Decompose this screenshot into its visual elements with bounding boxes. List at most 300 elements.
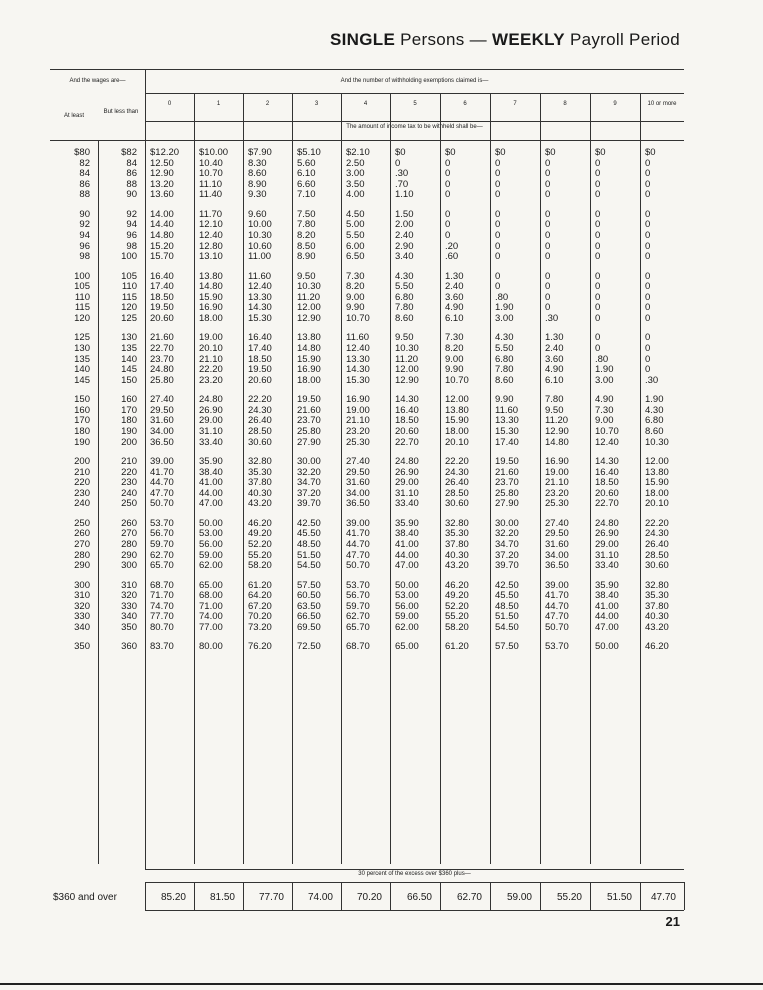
tax-amount-cell: 42.50 (297, 517, 321, 529)
tax-amount-cell: 22.20 (199, 364, 223, 376)
tax-amount-cell: 3.50 (346, 178, 365, 190)
tax-amount-cell: 1.90 (495, 302, 514, 314)
tax-amount-cell: 59.70 (150, 539, 174, 550)
tax-amount-cell: 2.40 (445, 281, 464, 293)
wage-less-than-cell: 135 (121, 343, 137, 354)
tax-amount-cell: 40.30 (248, 487, 272, 499)
wage-at-least-cell: 270 (74, 539, 90, 550)
tax-amount-cell: 17.40 (495, 436, 519, 448)
tax-amount-cell: 8.90 (297, 251, 316, 263)
tax-amount-cell: 6.10 (297, 168, 316, 180)
column-rule (440, 93, 441, 864)
tax-amount-cell: 8.30 (248, 157, 267, 169)
tax-amount-cell: 14.80 (545, 436, 569, 448)
tax-amount-cell: 12.40 (595, 436, 619, 448)
tax-amount-cell: 0 (495, 230, 501, 241)
wage-at-least-cell: 300 (74, 579, 90, 591)
tax-amount-cell: 9.90 (346, 302, 365, 314)
tax-amount-cell: 53.70 (346, 579, 370, 591)
tax-amount-cell: 59.70 (346, 600, 370, 612)
tax-amount-cell: 37.20 (495, 549, 519, 561)
footer-tax-cell: 59.00 (506, 892, 532, 903)
tax-amount-cell: 28.50 (445, 487, 469, 499)
tax-amount-cell: 29.50 (150, 404, 174, 416)
tax-amount-cell: 12.40 (248, 281, 272, 293)
tax-amount-cell: 51.50 (297, 549, 321, 561)
tax-amount-cell: 62.00 (395, 622, 419, 633)
tax-amount-cell: 7.30 (445, 332, 464, 344)
tax-amount-cell: 0 (645, 251, 651, 263)
tax-amount-cell: 0 (495, 168, 501, 180)
tax-amount-cell: 23.70 (150, 353, 174, 365)
wage-at-least-cell: 320 (74, 600, 90, 612)
tax-amount-cell: 44.00 (199, 487, 223, 499)
footer-tax-cell: 70.20 (356, 892, 382, 903)
wage-less-than-cell: 200 (121, 436, 137, 448)
tax-amount-cell: 19.00 (199, 332, 223, 344)
wage-less-than-cell: 290 (121, 549, 137, 561)
column-rule (341, 93, 342, 864)
tax-amount-cell: 13.30 (346, 353, 370, 365)
tax-amount-cell: 16.90 (199, 302, 223, 314)
tax-amount-cell: 1.30 (545, 332, 564, 344)
tax-amount-cell: 53.00 (199, 528, 223, 540)
tax-amount-cell: 18.00 (199, 313, 223, 324)
wage-less-than-cell: 145 (121, 364, 137, 376)
tax-amount-cell: 41.70 (150, 466, 174, 478)
tax-amount-cell: 1.90 (595, 364, 614, 376)
tax-amount-cell: 42.50 (495, 579, 519, 591)
tax-amount-cell: 15.90 (645, 477, 669, 489)
tax-amount-cell: 12.10 (199, 219, 223, 231)
tax-amount-cell: 0 (445, 178, 451, 190)
tax-amount-cell: 0 (545, 302, 551, 314)
wage-less-than-cell: 320 (121, 590, 137, 602)
tax-amount-cell: 12.00 (645, 456, 669, 467)
tax-amount-cell: 0 (545, 208, 551, 220)
tax-amount-cell: 22.20 (445, 456, 469, 467)
tax-amount-cell: 0 (445, 208, 451, 220)
tax-amount-cell: 71.70 (150, 590, 174, 602)
tax-amount-cell: 7.30 (595, 404, 614, 416)
wage-less-than-cell: 330 (121, 600, 137, 612)
tax-amount-cell: 10.30 (297, 281, 321, 293)
wage-at-least-cell: 280 (74, 549, 90, 561)
tax-amount-cell: 0 (545, 189, 551, 201)
wage-less-than-cell: 230 (121, 477, 137, 489)
tax-amount-cell: 9.50 (297, 270, 316, 282)
tax-amount-cell: 0 (645, 230, 651, 241)
tax-amount-cell: 2.40 (395, 230, 414, 241)
wage-at-least-cell: 200 (74, 456, 90, 467)
tax-amount-cell: 47.00 (595, 622, 619, 633)
tax-amount-cell: 0 (445, 189, 451, 201)
wage-at-least-cell: 190 (74, 436, 90, 448)
tax-amount-cell: 23.20 (346, 426, 370, 437)
tax-amount-cell: 7.80 (495, 364, 514, 376)
tax-amount-cell: 44.00 (395, 549, 419, 561)
tax-amount-cell: 0 (545, 251, 551, 263)
tax-amount-cell: 39.70 (297, 498, 321, 510)
tax-amount-cell: 14.80 (297, 343, 321, 354)
tax-amount-cell: 37.80 (445, 539, 469, 550)
wage-at-least-cell: 105 (74, 281, 90, 293)
tax-amount-cell: 19.00 (346, 404, 370, 416)
tax-amount-cell: 0 (645, 343, 651, 354)
wage-less-than-cell: 180 (121, 415, 137, 427)
wage-less-than-cell: 125 (121, 313, 137, 324)
tax-amount-cell: $0 (645, 147, 656, 158)
tax-amount-cell: 16.90 (297, 364, 321, 376)
tax-amount-cell: 50.70 (346, 560, 370, 572)
tax-amount-cell: $0 (395, 147, 406, 158)
tax-amount-cell: 15.30 (495, 426, 519, 437)
tax-amount-cell: 0 (495, 189, 501, 201)
wage-less-than-cell: 240 (121, 487, 137, 499)
exemption-column-header: 5 (413, 101, 417, 107)
footer-tax-cell: 81.50 (209, 892, 235, 903)
tax-amount-cell: 16.90 (545, 456, 569, 467)
tax-amount-cell: 24.80 (395, 456, 419, 467)
wage-at-least-cell: 220 (74, 477, 90, 489)
tax-amount-cell: 25.80 (297, 426, 321, 437)
tax-amount-cell: 0 (645, 189, 651, 201)
tax-amount-cell: 7.50 (297, 208, 316, 220)
tax-amount-cell: 0 (545, 178, 551, 190)
tax-amount-cell: 36.50 (150, 436, 174, 448)
page-number: 21 (665, 914, 680, 929)
tax-amount-cell: 19.50 (248, 364, 272, 376)
tax-amount-cell: 13.30 (495, 415, 519, 427)
tax-amount-cell: 16.90 (346, 394, 370, 406)
tax-amount-cell: 63.50 (297, 600, 321, 612)
tax-amount-cell: 41.00 (199, 477, 223, 489)
tax-amount-cell: 31.60 (346, 477, 370, 489)
tax-amount-cell: 10.30 (645, 436, 669, 448)
tax-amount-cell: 29.50 (545, 528, 569, 540)
tax-amount-cell: 24.30 (645, 528, 669, 540)
exemption-column-header: 10 or more (647, 101, 677, 107)
wage-less-than-cell: 90 (126, 189, 137, 201)
tax-amount-cell: 21.10 (545, 477, 569, 489)
tax-amount-cell: $0 (595, 147, 606, 158)
tax-amount-cell: 77.00 (199, 622, 223, 633)
tax-amount-cell: 2.40 (545, 343, 564, 354)
tax-amount-cell: 57.50 (495, 641, 519, 653)
tax-amount-cell: 35.30 (248, 466, 272, 478)
tax-amount-cell: 38.40 (595, 590, 619, 602)
tax-amount-cell: 27.90 (297, 436, 321, 448)
tax-amount-cell: 5.50 (495, 343, 514, 354)
tax-amount-cell: 9.00 (445, 353, 464, 365)
tax-amount-cell: 11.00 (248, 251, 272, 263)
tax-amount-cell: 0 (445, 157, 451, 169)
column-rule (98, 140, 99, 864)
tax-amount-cell: 13.80 (645, 466, 669, 478)
wage-less-than-cell: 270 (121, 528, 137, 540)
tax-amount-cell: 69.50 (297, 622, 321, 633)
tax-amount-cell: 0 (595, 157, 601, 169)
exemption-column-header: 6 (463, 101, 467, 107)
tax-amount-cell: 54.50 (495, 622, 519, 633)
tax-amount-cell: 0 (545, 291, 551, 303)
tax-amount-cell: 12.80 (199, 240, 223, 252)
tax-amount-cell: 14.80 (199, 281, 223, 293)
tax-amount-cell: 0 (445, 219, 451, 231)
tax-amount-cell: 5.50 (395, 281, 414, 293)
tax-amount-cell: 41.00 (395, 539, 419, 550)
wage-less-than-cell: 110 (121, 281, 137, 293)
tax-amount-cell: 0 (645, 302, 651, 314)
wage-at-least-cell: 330 (74, 611, 90, 623)
tax-amount-cell: 0 (645, 281, 651, 293)
tax-amount-cell: 9.90 (445, 364, 464, 376)
tax-amount-cell: .30 (545, 313, 559, 324)
wage-at-least-cell: 94 (79, 230, 90, 241)
tax-amount-cell: 43.20 (645, 622, 669, 633)
tax-amount-cell: 4.50 (346, 208, 365, 220)
footer-tax-cell: 47.70 (650, 892, 676, 903)
tax-amount-cell: 2.00 (395, 219, 414, 231)
tax-amount-cell: 50.00 (199, 517, 223, 529)
tax-amount-cell: 33.40 (595, 560, 619, 572)
tax-amount-cell: 34.00 (346, 487, 370, 499)
tax-amount-cell: 0 (445, 230, 451, 241)
tax-amount-cell: 10.70 (346, 313, 370, 324)
tax-amount-cell: 8.20 (346, 281, 365, 293)
tax-amount-cell: 9.90 (495, 394, 514, 406)
wage-at-least-cell: 290 (74, 560, 90, 572)
tax-amount-cell: 20.10 (199, 343, 223, 354)
tax-amount-cell: 15.90 (445, 415, 469, 427)
tax-amount-cell: 45.50 (495, 590, 519, 602)
tax-amount-cell: 53.70 (545, 641, 569, 653)
tax-amount-cell: 55.20 (248, 549, 272, 561)
tax-amount-cell: 0 (595, 178, 601, 190)
wage-less-than-cell: 140 (121, 353, 137, 365)
tax-amount-cell: 31.60 (545, 539, 569, 550)
tax-amount-cell: 12.90 (395, 374, 419, 386)
wage-at-least-cell: 88 (79, 189, 90, 201)
tax-amount-cell: 34.00 (150, 426, 174, 437)
tax-amount-cell: 80.00 (199, 641, 223, 653)
tax-amount-cell: 2.90 (395, 240, 414, 252)
tax-amount-cell: 34.70 (297, 477, 321, 489)
tax-amount-cell: 10.70 (199, 168, 223, 180)
tax-amount-cell: 39.00 (545, 579, 569, 591)
tax-amount-cell: 11.60 (248, 270, 272, 282)
tax-amount-cell: 4.90 (445, 302, 464, 314)
tax-amount-cell: 80.70 (150, 622, 174, 633)
tax-amount-cell: 21.60 (150, 332, 174, 344)
tax-amount-cell: 11.20 (297, 291, 321, 303)
tax-amount-cell: 0 (545, 281, 551, 293)
tax-amount-cell: 21.60 (297, 404, 321, 416)
tax-amount-cell: 0 (595, 313, 601, 324)
tax-amount-cell: 15.30 (248, 313, 272, 324)
tax-amount-cell: 29.00 (199, 415, 223, 427)
tax-amount-cell: 25.30 (545, 498, 569, 510)
tax-amount-cell: 8.20 (445, 343, 464, 354)
tax-amount-cell: 26.90 (595, 528, 619, 540)
tax-amount-cell: .80 (595, 353, 609, 365)
exemption-column-header: 3 (314, 101, 319, 107)
tax-amount-cell: 14.80 (150, 230, 174, 241)
tax-amount-cell: 0 (545, 157, 551, 169)
tax-amount-cell: 38.40 (199, 466, 223, 478)
tax-amount-cell: 56.70 (346, 590, 370, 602)
tax-amount-cell: 18.50 (150, 291, 174, 303)
excess-bottom-rule (145, 882, 684, 883)
tax-amount-cell: 35.90 (595, 579, 619, 591)
tax-amount-cell: 16.40 (595, 466, 619, 478)
tax-amount-cell: 25.80 (495, 487, 519, 499)
exemption-column-header: 2 (265, 101, 270, 107)
at-least-header: At least (63, 113, 84, 119)
wage-less-than-cell: 150 (121, 374, 137, 386)
tax-amount-cell: 11.70 (199, 208, 223, 220)
wage-at-least-cell: $80 (74, 147, 90, 158)
tax-amount-cell: 0 (595, 230, 601, 241)
tax-amount-cell: 7.80 (545, 394, 564, 406)
tax-amount-cell: 8.50 (297, 240, 316, 252)
tax-amount-cell: $0 (445, 147, 456, 158)
wage-less-than-cell: 115 (121, 291, 137, 303)
tax-amount-cell: 74.70 (150, 600, 174, 612)
tax-amount-cell: 65.70 (150, 560, 174, 572)
tax-amount-cell: 29.00 (395, 477, 419, 489)
wage-at-least-cell: 120 (74, 313, 90, 324)
wage-at-least-cell: 240 (74, 498, 90, 510)
tax-amount-cell: 14.30 (248, 302, 272, 314)
tax-amount-cell: 12.00 (445, 394, 469, 406)
tax-amount-cell: 1.50 (395, 208, 414, 220)
tax-amount-cell: 24.30 (445, 466, 469, 478)
tax-amount-cell: 20.60 (395, 426, 419, 437)
tax-amount-cell: 3.60 (445, 291, 464, 303)
tax-amount-cell: 52.20 (445, 600, 469, 612)
tax-amount-cell: 38.40 (395, 528, 419, 540)
tax-amount-cell: 18.00 (297, 374, 321, 386)
wage-less-than-cell: 300 (121, 560, 137, 572)
tax-amount-cell: 58.20 (445, 622, 469, 633)
tax-amount-cell: 0 (645, 270, 651, 282)
wage-less-than-cell: 88 (126, 178, 137, 190)
tax-amount-cell: 9.50 (395, 332, 414, 344)
tax-amount-cell: 0 (545, 270, 551, 282)
tax-amount-cell: 50.70 (150, 498, 174, 510)
tax-amount-cell: 41.70 (545, 590, 569, 602)
tax-amount-cell: 56.00 (395, 600, 419, 612)
tax-amount-cell: $0 (495, 147, 506, 158)
tax-amount-cell: 13.10 (199, 251, 223, 263)
tax-amount-cell: 22.70 (150, 343, 174, 354)
tax-amount-cell: 12.50 (150, 157, 174, 169)
tax-amount-cell: 66.50 (297, 611, 321, 623)
tax-amount-cell: 49.20 (445, 590, 469, 602)
tax-amount-cell: 0 (545, 168, 551, 180)
tax-amount-cell: 11.20 (395, 353, 419, 365)
tax-amount-cell: 50.00 (395, 579, 419, 591)
tax-amount-cell: 0 (645, 313, 651, 324)
tax-amount-cell: 26.90 (199, 404, 223, 416)
tax-amount-cell: 13.20 (150, 178, 174, 190)
tax-amount-cell: 3.00 (346, 168, 365, 180)
tax-amount-cell: 25.30 (346, 436, 370, 448)
tax-amount-cell: 0 (595, 270, 601, 282)
tax-amount-cell: 74.00 (199, 611, 223, 623)
tax-amount-cell: 48.50 (297, 539, 321, 550)
wage-at-least-cell: 84 (79, 168, 90, 180)
tax-amount-cell: 13.80 (445, 404, 469, 416)
tax-amount-cell: 23.70 (495, 477, 519, 489)
tax-amount-cell: 62.70 (346, 611, 370, 623)
tax-amount-cell: 1.90 (645, 394, 664, 406)
but-less-header: But less than (103, 109, 139, 115)
tax-amount-cell: 26.40 (445, 477, 469, 489)
footer-tax-cell: 77.70 (258, 892, 284, 903)
tax-amount-cell: 28.50 (248, 426, 272, 437)
tax-amount-cell: 41.70 (346, 528, 370, 540)
tax-amount-cell: 40.30 (445, 549, 469, 561)
wage-at-least-cell: 250 (74, 517, 90, 529)
tax-amount-cell: 54.50 (297, 560, 321, 572)
tax-amount-cell: 0 (595, 240, 601, 252)
tax-amount-cell: 12.90 (150, 168, 174, 180)
tax-amount-cell: 18.00 (645, 487, 669, 499)
tax-amount-cell: 33.40 (395, 498, 419, 510)
tax-amount-cell: 19.50 (150, 302, 174, 314)
tax-amount-cell: 11.40 (199, 189, 223, 201)
tax-amount-cell: 29.00 (595, 539, 619, 550)
exemptions-header-label: And the number of withholding exemptions claimed is— (340, 78, 489, 84)
tax-amount-cell: 32.20 (297, 466, 321, 478)
tax-amount-cell: 7.80 (297, 219, 316, 231)
wage-less-than-cell: 100 (121, 251, 137, 263)
footer-tax-cell: 66.50 (406, 892, 432, 903)
tax-amount-cell: 43.20 (445, 560, 469, 572)
tax-amount-cell: $5.10 (297, 147, 321, 158)
tax-amount-cell: 24.80 (199, 394, 223, 406)
wage-less-than-cell: 94 (126, 219, 137, 231)
tax-amount-cell: 15.20 (150, 240, 174, 252)
tax-amount-cell: 65.70 (346, 622, 370, 633)
tax-amount-cell: 27.90 (495, 498, 519, 510)
tax-amount-cell: 62.70 (150, 549, 174, 561)
tax-amount-cell: 47.00 (395, 560, 419, 572)
tax-amount-cell: 13.30 (248, 291, 272, 303)
wage-less-than-cell: 260 (121, 517, 137, 529)
tax-amount-cell: 73.20 (248, 622, 272, 633)
tax-amount-cell: 4.30 (645, 404, 664, 416)
tax-amount-cell: 30.00 (297, 456, 321, 467)
tax-amount-cell: 8.60 (395, 313, 414, 324)
tax-amount-cell: 6.00 (346, 240, 365, 252)
tax-amount-cell: 14.40 (150, 219, 174, 231)
tax-amount-cell: 36.50 (346, 498, 370, 510)
wage-less-than-cell: 280 (121, 539, 137, 550)
wage-less-than-cell: 86 (126, 168, 137, 180)
tax-amount-cell: 32.80 (645, 579, 669, 591)
excess-label: 30 percent of the excess over $360 plus— (358, 871, 471, 877)
wage-at-least-cell: 92 (79, 219, 90, 231)
tax-amount-cell: 32.80 (445, 517, 469, 529)
tax-amount-cell: 31.10 (199, 426, 223, 437)
tax-amount-cell: 0 (645, 353, 651, 365)
tax-amount-cell: 0 (445, 168, 451, 180)
tax-amount-cell: 22.20 (645, 517, 669, 529)
tax-amount-cell: 0 (595, 291, 601, 303)
